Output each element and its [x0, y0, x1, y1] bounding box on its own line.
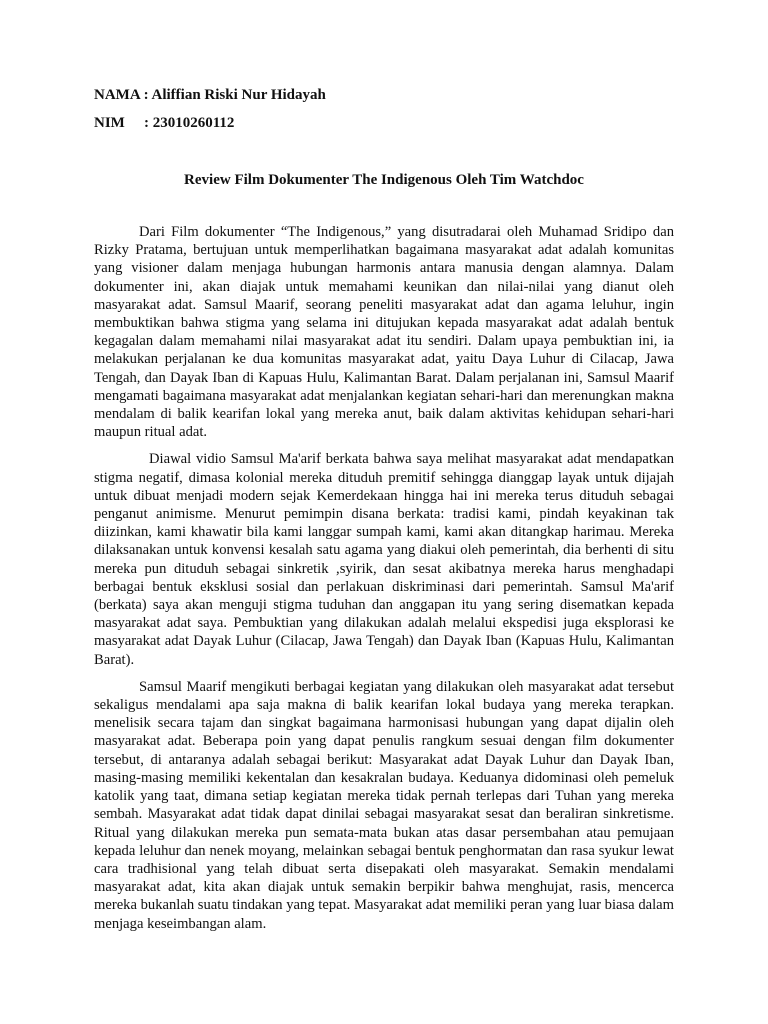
paragraph-3: Samsul Maarif mengikuti berbagai kegiatan yang dilakukan oleh masyarakat adat tersebut sekaligus mendalami apa saja makna di balik kearifan lokal budaya yang mereka terapkan. menelisik secara tajam dan singkat bagaimana harmonisasi hubungan yang dapat dijalin oleh masyarakat adat. Beberapa poin yang dapat penulis rangkum sesuai dengan film dokumenter tersebut, di antaranya adalah sebagai berikut: Masyarakat adat Dayak Luhur dan Dayak Iban, masing-masing memiliki kekentalan dan kesakralan budaya. Keduanya didominasi oleh pemeluk katolik yang taat, dimana setiap kegiatan mereka tidak pernah terlepas dari Tuhan yang mereka sembah. Masyarakat adat tidak dapat dinilai sebagai masyarakat sesat dan beraliran sinkretisme. Ritual yang dilakukan mereka pun semata-mata bukan atas dasar persembahan atau pemujaan kepada leluhur dan nenek moyang, melainkan sebagai bentuk penghormatan dan rasa syukur lewat cara tradhisional yang telah dibuat serta disepakati oleh masyarakat. Semakin mendalami masyarakat adat, kita akan diajak untuk semakin berpikir bahwa menghujat, rasis, mencerca mereka bukanlah suatu tindakan yang tepat. Masyarakat adat memiliki peran yang luar biasa dalam menjaga keseimbangan alam.	[94, 678, 674, 932]
student-id: 23010260112	[152, 115, 235, 131]
document-body	[94, 223, 674, 942]
paragraph-1: Dari Film dokumenter “The Indigenous,” yang disutradarai oleh Muhamad Sridipo dan Rizky Pratama, bertujuan untuk memperlihatkan bagaimana masyarakat adat adalah komunitas yang visioner dalam menjaga hubungan harmonis antara manusia dengan alamnya. Dalam dokumenter ini, akan diajak untuk memahami keunikan dan nilai-nilai yang dianut oleh masyarakat adat. Samsul Maarif, seorang peneliti masyarakat adat dan agama leluhur, ingin membuktikan bahwa stigma yang selama ini ditujukan kepada masyarakat adat adalah bentuk kegagalan dalam memahami nilai masyarakat adat itu sendiri. Dalam upaya pembuktian ini, ia melakukan perjalanan ke dua komunitas masyarakat adat, yaitu Daya Luhur di Cilacap, Jawa Tengah, dan Dayak Iban di Kapuas Hulu, Kalimantan Barat. Dalam perjalanan ini, Samsul Maarif mengamati bagaimana masyarakat adat menjalankan kegiatan sehari-hari dan merenungkan makna mendalam di balik kearifan lokal yang mereka anut, baik dalam aktivitas kehidupan sehari-hari maupun ritual adat.	[94, 224, 674, 441]
paragraph-2: Diawal vidio Samsul Ma'arif berkata bahwa saya melihat masyarakat adat mendapatkan stigma negatif, dimasa kolonial mereka dituduh premitif sehingga dianggap layak untuk dijajah untuk dibuat menjadi modern sejak Kemerdekaan hingga hai ini mereka terus dituduh sebagai penganut animisme. Menurut pemimpin disana berkata: tradisi kami, pindah keyakinan tak diizinkan, kami khawatir bila kami langgar sumpah kami, kami akan ditangkap harimau. Mereka dilaksanakan untuk konvensi kesalah satu agama yang diakui oleh pemerintah, dia berhenti di situ mereka pun dituduh sebagai sinkretik ,syirik, dan sesat akibatnya mereka harus menghadapi berbagai bentuk eksklusi sosial dan perlakuan diskriminasi dari pemerintah. Samsul Ma'arif (berkata) saya akan menguji stigma tuduhan dan anggapan itu yang sering disematkan kepada masyarakat adat saya. Pembuktian yang dilakukan adalah melalui ekspedisi juga eksplorasi ke masyarakat adat Dayak Luhur (Cilacap, Jawa Tengah) dan Dayak Iban (Kapuas Hulu, Kalimantan Barat).	[94, 451, 674, 668]
student-name-line: NAMA : Aliffian Riski Nur Hidayah	[94, 87, 326, 103]
student-name: Aliffian Riski Nur Hidayah	[151, 87, 326, 103]
student-id-line: NIM : 23010260112	[94, 115, 235, 131]
name-label: NAMA	[94, 87, 140, 103]
nim-label: NIM	[94, 115, 125, 131]
document-title: Review Film Dokumenter The Indigenous Oleh Tim Watchdoc	[184, 172, 584, 188]
